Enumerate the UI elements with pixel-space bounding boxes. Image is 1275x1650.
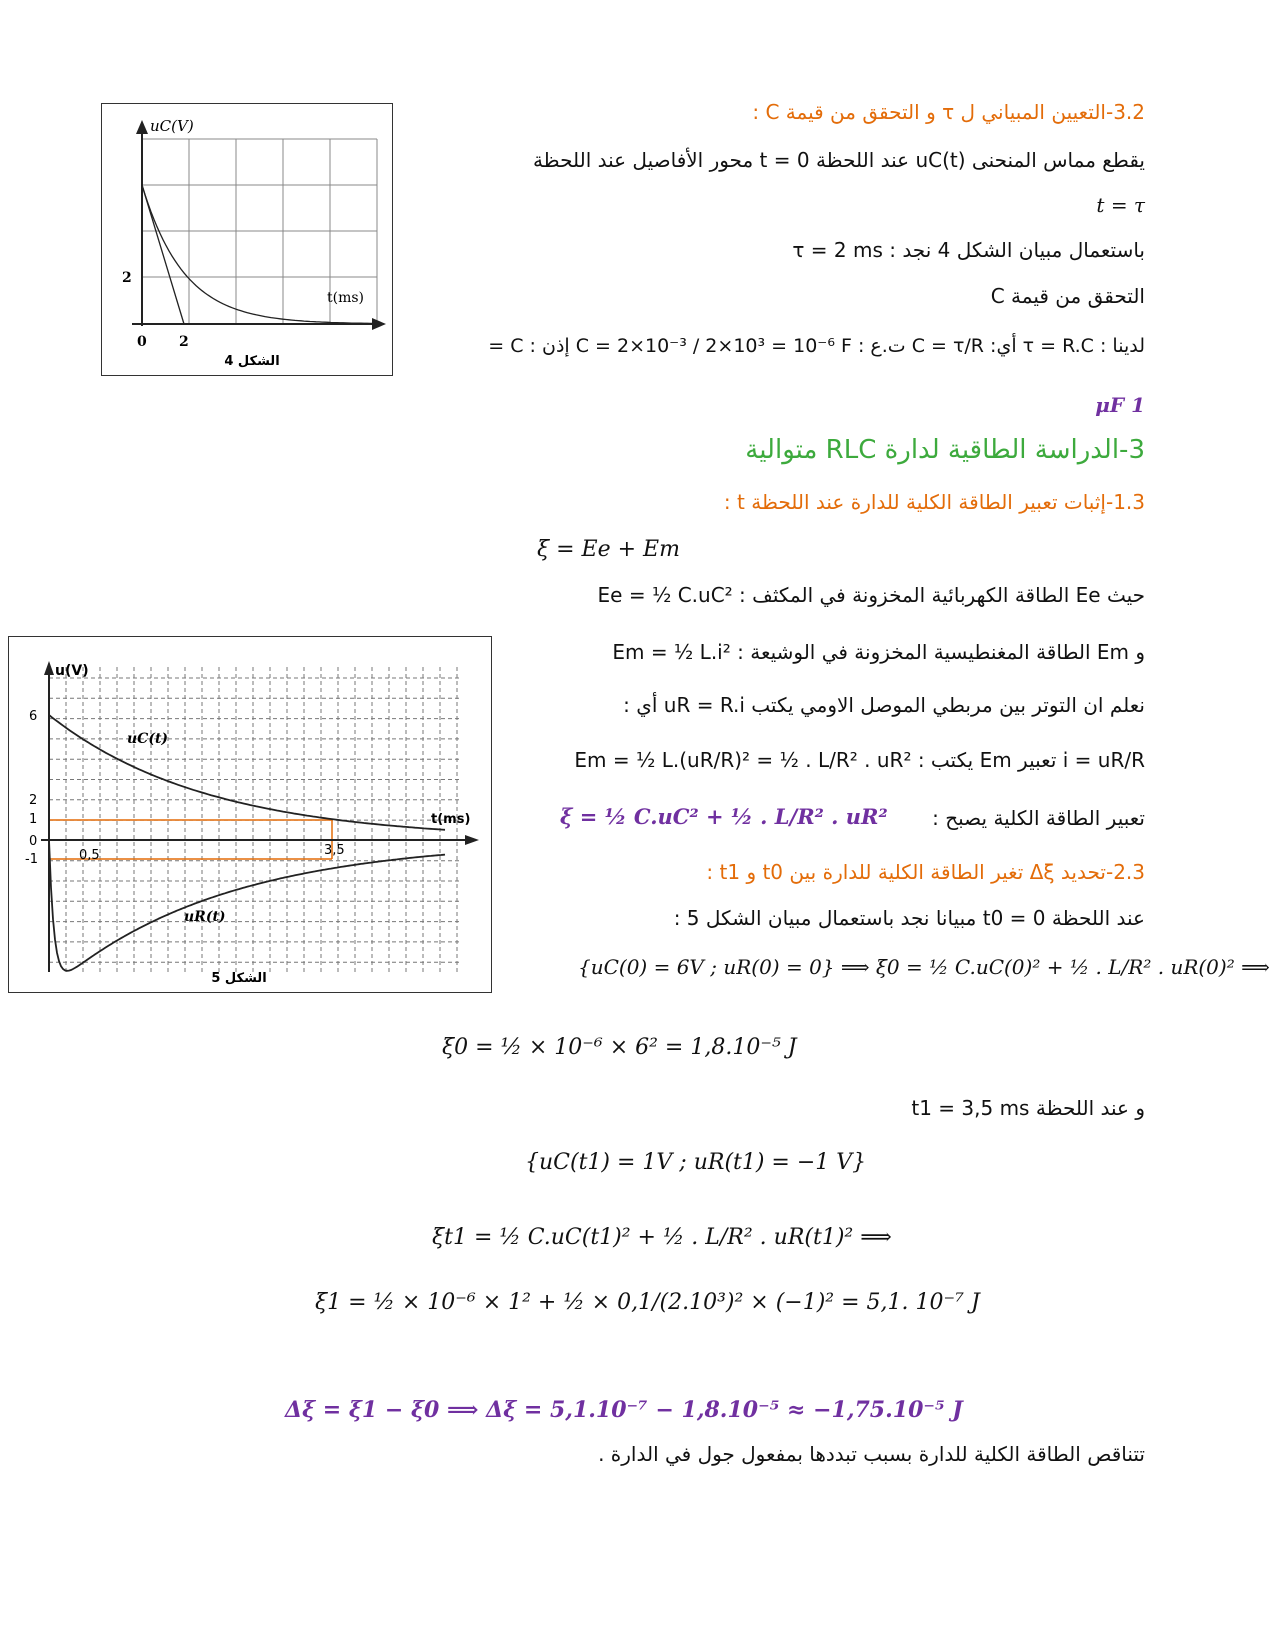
fig5-label-uc: uC(t)	[127, 731, 169, 747]
heading-3: 3-الدراسة الطاقية لدارة RLC متوالية	[745, 435, 1145, 465]
fig4-tick-x2: 2	[179, 334, 189, 350]
equation-total-energy: ξ = Ee + Em	[537, 537, 680, 562]
text-line-6-result: 1 μF	[1095, 393, 1145, 417]
text-line-4: التحقق من قيمة C	[990, 284, 1145, 308]
equation-xi0: ξ0 = ½ × 10⁻⁶ × 6² = 1,8.10⁻⁵ J	[442, 1035, 797, 1060]
fig4-xlabel: t(ms)	[327, 290, 365, 306]
fig4-tick-x0: 0	[137, 334, 147, 350]
text-line-1: يقطع مماس المنحنى uC(t) عند اللحظة t = 0 محور الأفاصيل عند اللحظة	[532, 148, 1145, 172]
equation-delta-xi: Δξ = ξ1 − ξ0 ⟹ Δξ = 5,1.10⁻⁷ − 1,8.10⁻⁵ ≈ −1,75.10⁻⁵ J	[285, 1397, 963, 1423]
text-line-8: و Em الطاقة المغنطيسية المخزونة في الوشيعة : Em = ½ L.i²	[612, 640, 1145, 664]
text-line-7: حيث Ee الطاقة الكهربائية المخزونة في المكثف : Ee = ½ C.uC²	[597, 583, 1145, 607]
text-line-11: تعبير الطاقة الكلية يصبح :	[932, 806, 1145, 830]
fig5-tick-6: 6	[29, 709, 38, 724]
fig5-tick-0: 0	[29, 834, 38, 849]
equation-t1-state: {uC(t1) = 1V ; uR(t1) = −1 V}	[525, 1150, 867, 1175]
text-line-9: نعلم ان التوتر بين مربطي الموصل الاومي يكتب uR = R.i أي :	[623, 693, 1145, 717]
fig5-label-ur: uR(t)	[184, 909, 226, 925]
figure-4	[101, 103, 393, 376]
heading-3-3: 2.3-تحديد Δξ تغير الطاقة الكلية للدارة بين t0 و t1 :	[706, 860, 1145, 884]
text-line-14: تتناقص الطاقة الكلية للدارة بسبب تبددها بمفعول جول في الدارة .	[598, 1442, 1145, 1466]
text-line-2: t = τ	[1096, 193, 1145, 217]
text-line-5: لدينا : τ = R.C أي: C = τ/R ت.ع : C = 2×10⁻³ / 2×10³ = 10⁻⁶ F إذن : C =	[488, 335, 1145, 357]
fig5-tick-1: 1	[29, 812, 38, 827]
equation-xi1: ξ1 = ½ × 10⁻⁶ × 1² + ½ × 0,1/(2.10³)² × (−1)² = 5,1. 10⁻⁷ J	[315, 1290, 980, 1315]
figure-4-graph	[102, 104, 392, 375]
fig4-ylabel: uC(V)	[150, 117, 194, 135]
text-line-3: باستعمال مبيان الشكل 4 نجد : τ = 2 ms	[792, 238, 1145, 262]
fig4-caption: الشكل 4	[224, 354, 280, 369]
fig5-ylabel: u(V)	[55, 663, 89, 679]
fig5-caption: الشكل 5	[211, 971, 267, 986]
equation-total-energy-expression: ξ = ½ C.uC² + ½ . L/R² . uR²	[560, 804, 888, 829]
figure-5	[8, 636, 492, 993]
fig5-tick-minus1: -1	[25, 852, 38, 867]
fig4-tick-y: 2	[122, 270, 132, 286]
fig5-xlabel: t(ms)	[431, 812, 471, 827]
fig5-tick-35: 3,5	[324, 843, 345, 858]
heading-3-2: 3.2-التعيين المبياني ل τ و التحقق من قيمة C :	[752, 100, 1145, 124]
figure-5-graph	[9, 637, 491, 992]
heading-3-1: 1.3-إثبات تعبير الطاقة الكلية للدارة عند اللحظة t :	[723, 490, 1145, 514]
text-line-10: i = uR/R تعبير Em يكتب : Em = ½ L.(uR/R)² = ½ . L/R² . uR²	[574, 748, 1145, 772]
text-line-12: عند اللحظة t0 = 0 مبيانا نجد باستعمال مبيان الشكل 5 :	[673, 906, 1145, 930]
fig5-tick-2: 2	[29, 793, 38, 808]
fig5-tick-05: 0,5	[79, 848, 100, 863]
text-line-13: و عند اللحظة t1 = 3,5 ms	[911, 1096, 1145, 1120]
uc-curve	[49, 715, 445, 830]
equation-initial-state: {uC(0) = 6V ; uR(0) = 0} ⟹ ξ0 = ½ C.uC(0)² + ½ . L/R² . uR(0)² ⟹	[578, 955, 1270, 979]
equation-xi-t1: ξt1 = ½ C.uC(t1)² + ½ . L/R² . uR(t1)² ⟹	[432, 1225, 892, 1250]
